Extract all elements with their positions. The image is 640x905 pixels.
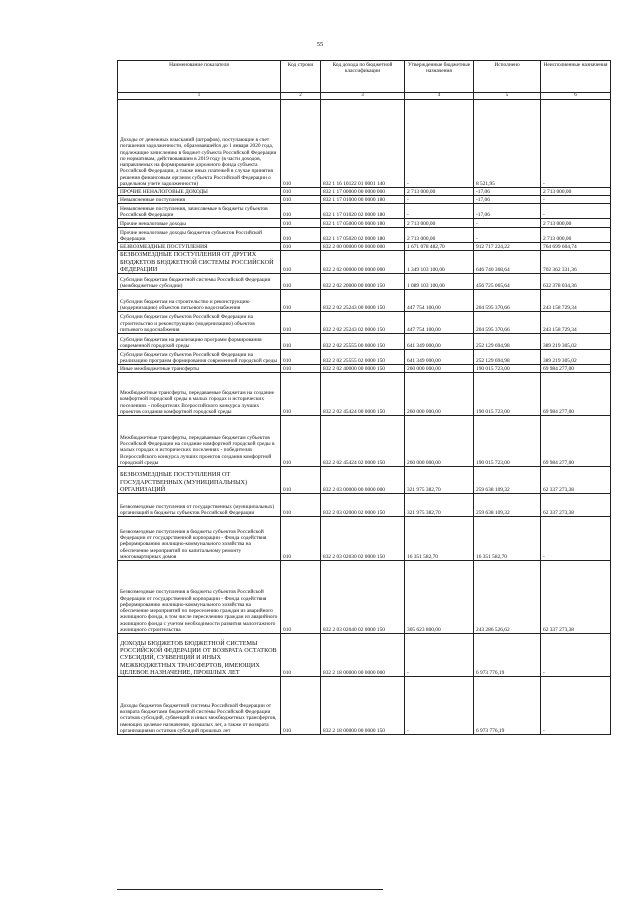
- row-executed: 190 015 723,00: [474, 416, 541, 467]
- table-row: [118, 228, 611, 243]
- row-classification: 832 2 02 00000 00 0000 000: [321, 251, 405, 274]
- table-header-row: [118, 61, 611, 93]
- row-executed: 912 717 224,22: [474, 243, 541, 251]
- row-code: 010: [281, 274, 321, 290]
- page-number: 55: [316, 41, 324, 48]
- row-code: 010: [281, 634, 321, 677]
- row-classification: 832 2 03 02000 02 0000 150: [321, 494, 405, 517]
- row-executed: -: [474, 219, 541, 228]
- row-approved: -: [405, 677, 474, 735]
- row-remaining: 243 158 729,34: [541, 290, 611, 312]
- table-row: [118, 416, 611, 467]
- row-classification: 832 2 02 25555 00 0000 150: [321, 334, 405, 350]
- row-classification: 832 2 03 02030 02 0000 150: [321, 517, 405, 561]
- row-code: 010: [281, 100, 321, 188]
- row-name: Доходы от денежных взысканий (штрафов), поступающие в счет погашения задолженности, образовавшейся до 1 января 2020 года, подлежащие зачислению в бюджет субъекта Российской Федерации по нормативам, действовавшим в 2019 году (в части доходов, направляемых на формирование дорожного фонда субъекта Российской Федерации, а также иных платежей в случае принятия решения финансовым органом субъекта Российской Федерации о раздельном учете задолженности): [118, 100, 281, 188]
- row-approved: 2 713 000,00: [405, 228, 474, 243]
- row-classification: 832 2 02 25243 02 0000 150: [321, 312, 405, 334]
- row-remaining: 69 984 277,00: [541, 416, 611, 467]
- header-executed: Исполнено: [474, 61, 541, 93]
- column-number: 2: [281, 93, 321, 100]
- row-remaining: 632 378 034,36: [541, 274, 611, 290]
- row-remaining: 2 713 000,00: [541, 228, 611, 243]
- row-name: Межбюджетные трансферты, передаваемые бюджетам субъектов Российской Федерации на создание комфортной городской среды в малых городах и исторических поселениях - победителях Всероссийского конкурса лучших проектов создания комфортной городской среды: [118, 416, 281, 467]
- row-classification: 832 1 17 05000 00 0000 180: [321, 219, 405, 228]
- row-name: Прочие неналоговые доходы бюджетов субъектов Российской Федерации: [118, 228, 281, 243]
- row-approved: 260 000 000,00: [405, 416, 474, 467]
- row-executed: 259 638 109,32: [474, 467, 541, 494]
- table-row: [118, 290, 611, 312]
- row-approved: 260 000 000,00: [405, 365, 474, 373]
- row-name: Субсидии бюджетам на реализацию программ формирования современной городской среды: [118, 334, 281, 350]
- row-classification: 832 1 17 01020 02 0000 180: [321, 204, 405, 219]
- row-name: Субсидии бюджетам субъектов Российской Федерации на реализацию программ формирования современной городской среды: [118, 350, 281, 365]
- row-remaining: 62 337 273,38: [541, 561, 611, 634]
- row-code: 010: [281, 365, 321, 373]
- row-code: 010: [281, 416, 321, 467]
- row-classification: 832 2 02 45424 02 0000 150: [321, 416, 405, 467]
- row-classification: 832 2 02 45424 00 0000 150: [321, 373, 405, 416]
- row-name: Безвозмездные поступления в бюджеты субъектов Российской Федерации от государственной корпорации - Фонда содействия реформированию жилищно-коммунального хозяйства на обеспечение мероприятий по капитальному ремонту многоквартирных домов: [118, 517, 281, 561]
- row-approved: 1 089 103 100,00: [405, 274, 474, 290]
- table-row: [118, 677, 611, 735]
- header-approved: Утвержденные бюджетные назначения: [405, 61, 474, 93]
- row-executed: 190 015 723,00: [474, 373, 541, 416]
- row-executed: 6 973 776,19: [474, 634, 541, 677]
- row-remaining: 69 984 277,00: [541, 373, 611, 416]
- row-approved: 321 975 382,70: [405, 467, 474, 494]
- table-row: [118, 274, 611, 290]
- row-remaining: 389 219 305,02: [541, 334, 611, 350]
- row-executed: 204 595 370,66: [474, 290, 541, 312]
- column-number: 6: [541, 93, 611, 100]
- row-code: 010: [281, 188, 321, 196]
- table-row: [118, 517, 611, 561]
- row-remaining: 2 713 000,00: [541, 219, 611, 228]
- row-name: ДОХОДЫ БЮДЖЕТОВ БЮДЖЕТНОЙ СИСТЕМЫ РОССИЙСКОЙ ФЕДЕРАЦИИ ОТ ВОЗВРАТА ОСТАТКОВ СУБСИДИЙ, СУБВЕНЦИЙ И ИНЫХ МЕЖБЮДЖЕТНЫХ ТРАНСФЕРТОВ, ИМЕЮЩИХ ЦЕЛЕВОЕ НАЗНАЧЕНИЕ, ПРОШЛЫХ ЛЕТ: [118, 634, 281, 677]
- row-code: 010: [281, 251, 321, 274]
- row-classification: 832 1 17 05020 02 0000 180: [321, 228, 405, 243]
- row-name: Безвозмездные поступления в бюджеты субъектов Российской Федерации от государственной корпорации - Фонда содействия реформированию жилищно-коммунального хозяйства на обеспечение мероприятий по переселению граждан из аварийного жилищного фонда, в том числе переселению граждан из аварийного жилищного фонда с учетом необходимости развития малоэтажного жилищного строительства: [118, 561, 281, 634]
- row-executed: -17,06: [474, 188, 541, 196]
- row-name: Субсидии бюджетам субъектов Российской Федерации на строительство и реконструкцию (модернизацию) объектов питьевого водоснабжения: [118, 312, 281, 334]
- row-name: Иные межбюджетные трансферты: [118, 365, 281, 373]
- row-code: 010: [281, 312, 321, 334]
- table-row: [118, 196, 611, 204]
- row-remaining: -: [541, 100, 611, 188]
- row-executed: 456 725 065,64: [474, 274, 541, 290]
- row-approved: 641 349 000,00: [405, 334, 474, 350]
- row-executed: 204 595 370,66: [474, 312, 541, 334]
- table-row: [118, 188, 611, 196]
- row-remaining: 62 337 273,38: [541, 467, 611, 494]
- row-classification: 832 2 18 00000 00 0000 000: [321, 634, 405, 677]
- row-remaining: -: [541, 204, 611, 219]
- row-remaining: 389 219 305,02: [541, 350, 611, 365]
- row-name: Безвозмездные поступления от государственных (муниципальных) организаций в бюджеты субъектов Российской Федерации: [118, 494, 281, 517]
- column-number: 4: [405, 93, 474, 100]
- row-approved: 1 349 103 100,00: [405, 251, 474, 274]
- row-approved: -: [405, 100, 474, 188]
- row-remaining: 62 337 273,38: [541, 494, 611, 517]
- row-approved: -: [405, 196, 474, 204]
- row-approved: -: [405, 634, 474, 677]
- row-code: 010: [281, 196, 321, 204]
- row-code: 010: [281, 228, 321, 243]
- row-name: БЕЗВОЗМЕЗДНЫЕ ПОСТУПЛЕНИЯ: [118, 243, 281, 251]
- row-code: 010: [281, 243, 321, 251]
- row-name: Прочие неналоговые доходы: [118, 219, 281, 228]
- table-row: [118, 365, 611, 373]
- row-remaining: 69 984 277,00: [541, 365, 611, 373]
- row-classification: 832 2 00 00000 00 0000 000: [321, 243, 405, 251]
- table-row: [118, 204, 611, 219]
- row-code: 010: [281, 494, 321, 517]
- row-executed: -17,06: [474, 204, 541, 219]
- row-name: Субсидии бюджетам на строительство и реконструкцию (модернизацию) объектов питьевого водоснабжения: [118, 290, 281, 312]
- row-classification: 832 2 02 25243 00 0000 150: [321, 290, 405, 312]
- column-number: 3: [321, 93, 405, 100]
- row-remaining: 764 699 604,74: [541, 243, 611, 251]
- header-remaining: Неисполненные назначения: [541, 61, 611, 93]
- row-executed: 646 740 368,64: [474, 251, 541, 274]
- row-code: 010: [281, 290, 321, 312]
- table-row: [118, 494, 611, 517]
- table-row: [118, 467, 611, 494]
- row-code: 010: [281, 219, 321, 228]
- row-remaining: -: [541, 677, 611, 735]
- row-classification: 832 1 16 10122 01 0001 140: [321, 100, 405, 188]
- row-classification: 832 2 18 00000 00 0000 150: [321, 677, 405, 735]
- table-row: [118, 251, 611, 274]
- row-classification: 832 2 03 02040 02 0000 150: [321, 561, 405, 634]
- row-code: 010: [281, 467, 321, 494]
- row-classification: 832 2 02 25555 02 0000 150: [321, 350, 405, 365]
- row-approved: 1 671 078 482,70: [405, 243, 474, 251]
- table-row: [118, 373, 611, 416]
- footer-divider: [117, 889, 383, 890]
- row-classification: 832 2 02 20000 00 0000 150: [321, 274, 405, 290]
- row-approved: 321 975 382,70: [405, 494, 474, 517]
- table-body: [118, 100, 611, 735]
- row-classification: 832 1 17 01000 00 0000 180: [321, 196, 405, 204]
- row-remaining: 243 158 729,34: [541, 312, 611, 334]
- row-approved: 641 349 000,00: [405, 350, 474, 365]
- header-classification: Код дохода по бюджетной классификации: [321, 61, 405, 93]
- row-classification: 832 2 02 40000 00 0000 150: [321, 365, 405, 373]
- row-code: 010: [281, 204, 321, 219]
- row-name: ПРОЧИЕ НЕНАЛОГОВЫЕ ДОХОДЫ: [118, 188, 281, 196]
- row-executed: 259 638 109,32: [474, 494, 541, 517]
- row-executed: 252 129 694,98: [474, 350, 541, 365]
- row-executed: -17,06: [474, 196, 541, 204]
- column-number: 5: [474, 93, 541, 100]
- row-code: 010: [281, 561, 321, 634]
- row-approved: 260 000 000,00: [405, 373, 474, 416]
- row-approved: 447 754 100,00: [405, 290, 474, 312]
- header-name: Наименование показателя: [118, 61, 281, 93]
- row-executed: 252 129 694,98: [474, 334, 541, 350]
- row-code: 010: [281, 517, 321, 561]
- row-code: 010: [281, 677, 321, 735]
- table-row: [118, 350, 611, 365]
- row-remaining: -: [541, 196, 611, 204]
- row-name: Невыясненные поступления: [118, 196, 281, 204]
- budget-execution-table: [117, 60, 611, 735]
- row-name: Межбюджетные трансферты, передаваемые бюджетам на создание комфортной городской среды в малых городах и исторических поселениях - победителях Всероссийского конкурса лучших проектов создания комфортной городской среды: [118, 373, 281, 416]
- row-remaining: 2 713 000,00: [541, 188, 611, 196]
- table-row: [118, 312, 611, 334]
- row-name: Субсидии бюджетам бюджетной системы Российской Федерации (межбюджетные субсидии): [118, 274, 281, 290]
- row-executed: 243 286 526,62: [474, 561, 541, 634]
- header-code: Код строки: [281, 61, 321, 93]
- row-name: Доходы бюджетов бюджетной системы Российской Федерации от возврата бюджетами бюджетной системы Российской Федерации остатков субсидий, субвенций и иных межбюджетных трансфертов, имеющих целевое назначение, прошлых лет, а также от возврата организациями остатков субсидий прошлых лет: [118, 677, 281, 735]
- table-row: [118, 243, 611, 251]
- table-row: [118, 334, 611, 350]
- column-number: 1: [118, 93, 281, 100]
- row-name: БЕЗВОЗМЕЗДНЫЕ ПОСТУПЛЕНИЯ ОТ ДРУГИХ БЮДЖЕТОВ БЮДЖЕТНОЙ СИСТЕМЫ РОССИЙСКОЙ ФЕДЕРАЦИИ: [118, 251, 281, 274]
- table-row: [118, 634, 611, 677]
- row-approved: 16 351 582,70: [405, 517, 474, 561]
- row-code: 010: [281, 373, 321, 416]
- row-classification: 832 2 03 00000 00 0000 000: [321, 467, 405, 494]
- row-approved: 447 754 100,00: [405, 312, 474, 334]
- column-number-row: [118, 93, 611, 100]
- table-row: [118, 219, 611, 228]
- row-remaining: 702 362 331,36: [541, 251, 611, 274]
- row-approved: 2 713 000,00: [405, 219, 474, 228]
- row-approved: 305 623 800,00: [405, 561, 474, 634]
- row-code: 010: [281, 350, 321, 365]
- row-approved: 2 713 000,00: [405, 188, 474, 196]
- row-executed: -: [474, 228, 541, 243]
- table-row: [118, 561, 611, 634]
- table-row: [118, 100, 611, 188]
- row-classification: 832 1 17 00000 00 0000 000: [321, 188, 405, 196]
- row-approved: -: [405, 204, 474, 219]
- row-executed: 8 521,95: [474, 100, 541, 188]
- row-executed: 190 015 723,00: [474, 365, 541, 373]
- row-remaining: -: [541, 634, 611, 677]
- row-name: Невыясненные поступления, зачисляемые в бюджеты субъектов Российской Федерации: [118, 204, 281, 219]
- row-executed: 16 351 582,70: [474, 517, 541, 561]
- row-code: 010: [281, 334, 321, 350]
- row-remaining: -: [541, 517, 611, 561]
- row-name: БЕЗВОЗМЕЗДНЫЕ ПОСТУПЛЕНИЯ ОТ ГОСУДАРСТВЕННЫХ (МУНИЦИПАЛЬНЫХ) ОРГАНИЗАЦИЙ: [118, 467, 281, 494]
- row-executed: 6 973 776,19: [474, 677, 541, 735]
